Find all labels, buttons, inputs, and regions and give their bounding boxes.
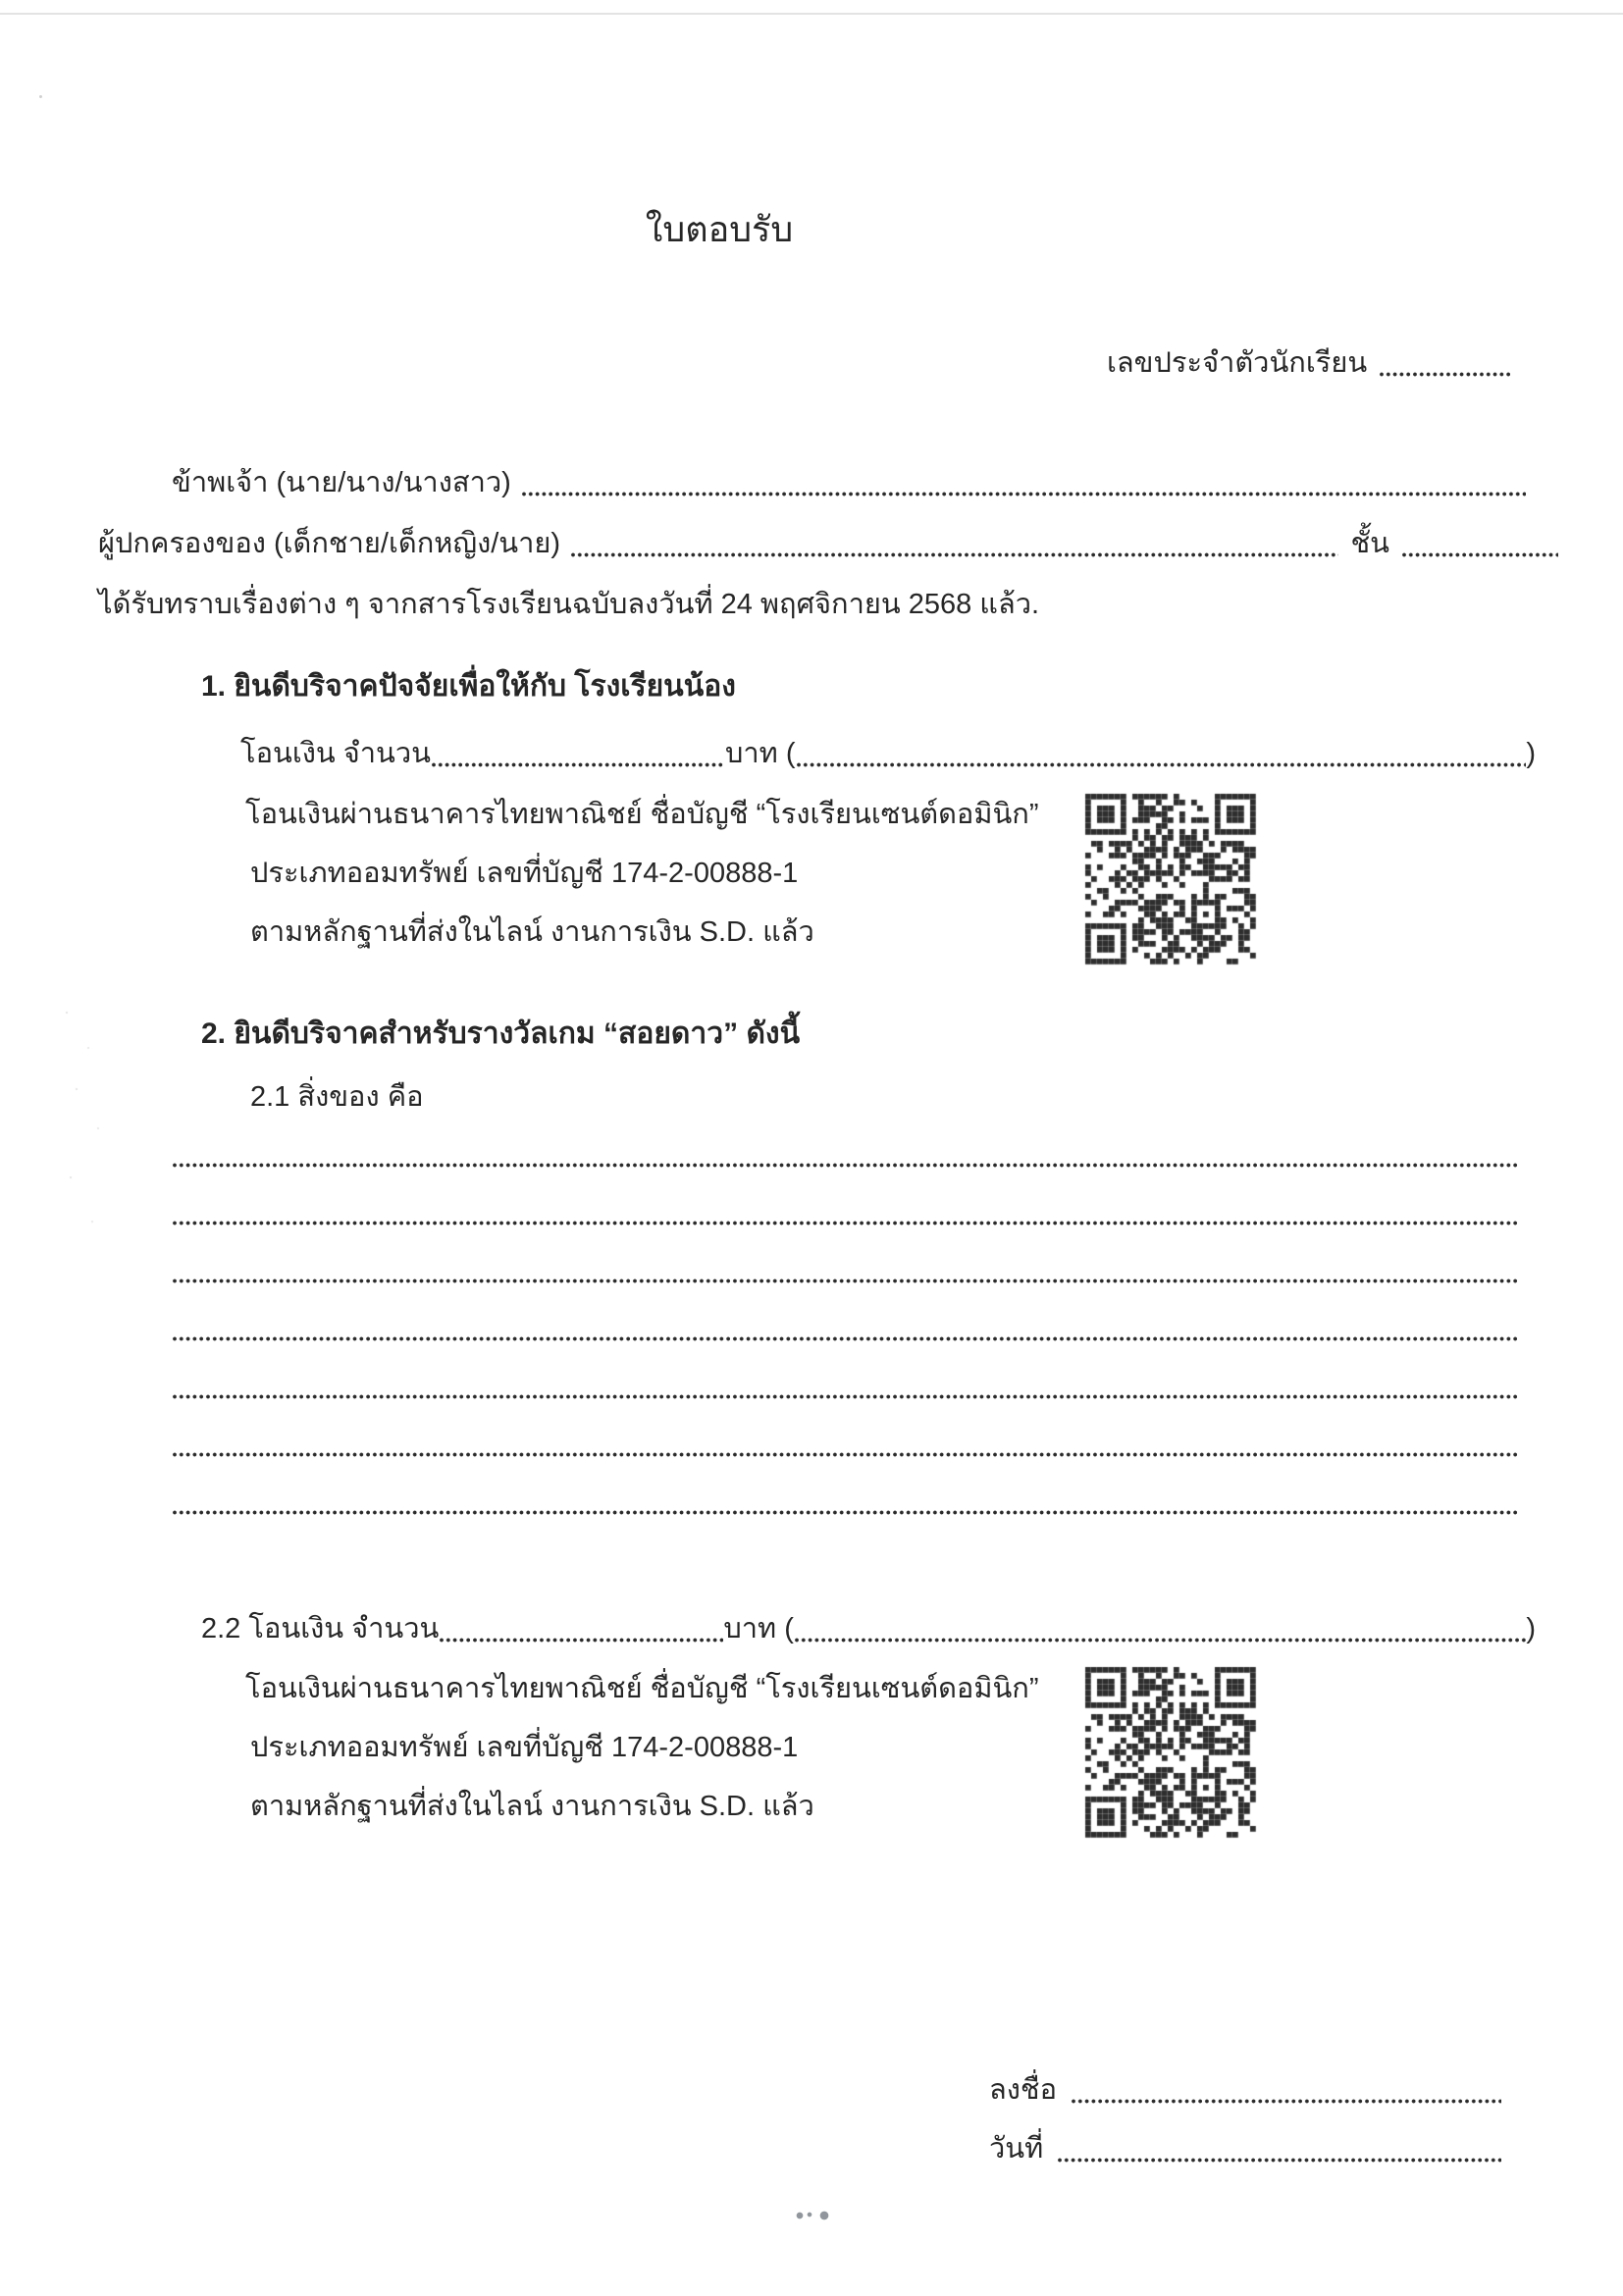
section1-bank-line3: ตามหลักฐานที่ส่งในไลน์ งานการเงิน S.D. แล้ว xyxy=(250,916,814,948)
item-2-1-answer-lines xyxy=(172,1113,1518,1518)
intro-line2-blank xyxy=(570,520,1338,565)
student-id-row xyxy=(1107,339,1511,385)
intro-line1-label: ข้าพเจ้า (นาย/นาง/นางสาว) xyxy=(172,467,511,498)
signature-blank xyxy=(1071,2066,1501,2112)
section1-amount-text-blank xyxy=(796,730,1527,775)
section1-transfer-label: โอนเงิน จำนวน xyxy=(240,738,431,769)
section2-bank-row2 xyxy=(250,1724,1133,1769)
date-row xyxy=(989,2125,1501,2170)
scan-artifact-speck xyxy=(39,95,42,98)
intro-line3-row xyxy=(98,581,1521,626)
class-blank xyxy=(1401,520,1558,565)
answer-line xyxy=(172,1228,1518,1286)
section1-amount-blank xyxy=(431,730,725,775)
section1-bank-row1 xyxy=(245,791,1128,836)
item-2-2-amount-blank xyxy=(439,1605,723,1650)
section2-heading-row xyxy=(201,1011,1379,1056)
answer-line xyxy=(172,1113,1518,1171)
section2-bank-line2: ประเภทออมทรัพย์ เลขที่บัญชี 174-2-00888-1 xyxy=(250,1732,799,1763)
payment-qr-code-1 xyxy=(1079,788,1262,970)
intro-line1-blank xyxy=(521,459,1526,504)
date-label: วันที่ xyxy=(989,2133,1044,2165)
answer-line xyxy=(172,1344,1518,1402)
intro-line1-row xyxy=(172,459,1526,504)
section1-bank-row3 xyxy=(250,909,1133,954)
section2-bank-row1 xyxy=(245,1665,1128,1710)
section1-bank-row2 xyxy=(250,850,1133,895)
item-2-2-amount-text-blank xyxy=(794,1605,1526,1650)
section1-heading: 1. ยินดีบริจาคปัจจัยเพื่อให้กับ โรงเรียนน้อง xyxy=(201,670,736,703)
payment-qr-code-2 xyxy=(1079,1661,1262,1844)
section1-baht-open-label: บาท ( xyxy=(724,738,796,769)
section2-bank-line3: ตามหลักฐานที่ส่งในไลน์ งานการเงิน S.D. แล้ว xyxy=(250,1791,814,1822)
section2-bank-row3 xyxy=(250,1783,1133,1828)
item-2-1-label: 2.1 สิ่งของ คือ xyxy=(250,1081,424,1113)
answer-line xyxy=(172,1402,1518,1460)
section2-bank-line1: โอนเงินผ่านธนาคารไทยพาณิชย์ ชื่อบัญชี “โรงเรียนเซนต์ดอมินิก” xyxy=(245,1673,1039,1704)
student-id-label: เลขประจำตัวนักเรียน xyxy=(1107,347,1368,379)
section1-bank-line1: โอนเงินผ่านธนาคารไทยพาณิชย์ ชื่อบัญชี “โรงเรียนเซนต์ดอมินิก” xyxy=(245,799,1039,830)
section1-close-paren: ) xyxy=(1526,738,1536,769)
student-id-blank xyxy=(1379,339,1511,385)
signature-row xyxy=(989,2066,1501,2112)
class-label: ชั้น xyxy=(1350,528,1389,559)
answer-line xyxy=(172,1286,1518,1344)
answer-line xyxy=(172,1460,1518,1518)
section1-transfer-row xyxy=(240,730,1536,775)
date-blank xyxy=(1057,2125,1501,2170)
intro-line3-text: ได้รับทราบเรื่องต่าง ๆ จากสารโรงเรียนฉบับลงวันที่ 24 พฤศจิกายน 2568 แล้ว. xyxy=(98,589,1040,620)
item-2-2-transfer-row xyxy=(201,1605,1536,1650)
section1-heading-row xyxy=(201,663,1379,708)
intro-line2-row xyxy=(98,520,1558,565)
item-2-2-close-paren: ) xyxy=(1526,1613,1536,1644)
signature-label: ลงชื่อ xyxy=(989,2074,1058,2106)
intro-line2-label: ผู้ปกครองของ (เด็กชาย/เด็กหญิง/นาย) xyxy=(98,528,561,559)
item-2-2-baht-open-label: บาท ( xyxy=(723,1613,794,1644)
scan-artifact-line xyxy=(0,13,1623,15)
section2-heading: 2. ยินดีบริจาคสำหรับรางวัลเกม “สอยดาว” ดังนี้ xyxy=(201,1018,801,1050)
scan-artifact-mark xyxy=(795,2210,834,2221)
answer-line xyxy=(172,1171,1518,1228)
page-title: ใบตอบรับ xyxy=(645,209,794,249)
scan-artifact-noise xyxy=(59,1001,118,1256)
item-2-2-transfer-label: 2.2 โอนเงิน จำนวน xyxy=(201,1613,440,1644)
section1-bank-line2: ประเภทออมทรัพย์ เลขที่บัญชี 174-2-00888-1 xyxy=(250,858,799,889)
